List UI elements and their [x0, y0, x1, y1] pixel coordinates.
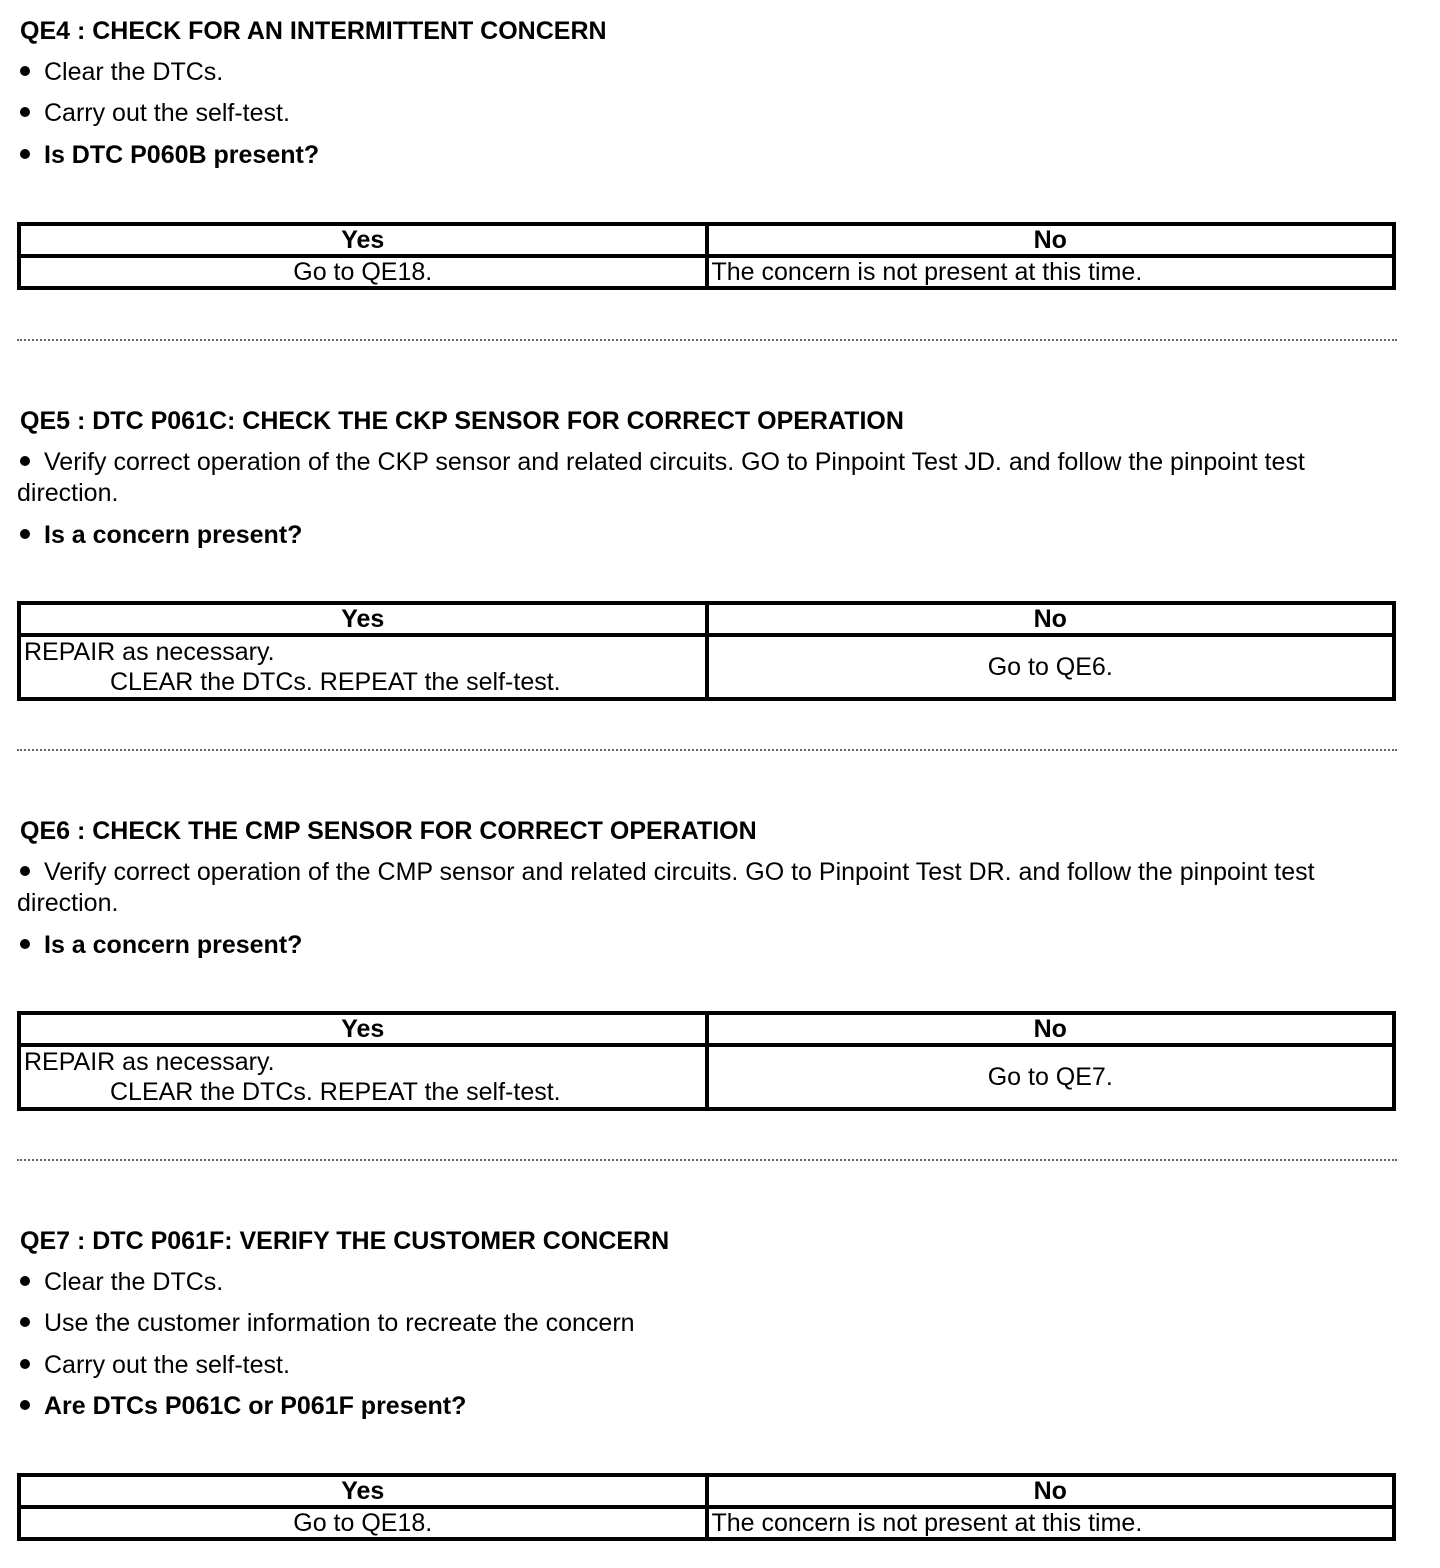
- bullet-icon: [20, 1400, 30, 1410]
- section-qe4: [17, 0, 1397, 300]
- section-qe7: [17, 1210, 1397, 1565]
- bullet-item: Carry out the self-test.: [17, 1350, 1317, 1381]
- yes-cell: [19, 635, 707, 699]
- bullet-icon: [20, 939, 30, 949]
- section-divider: [17, 339, 1397, 341]
- bullet-icon: [20, 529, 30, 539]
- bullet-item: Verify correct operation of the CMP sensor and related circuits. GO to Pinpoint Test DR. and follow the pinpoint test direction.: [17, 858, 1315, 917]
- no-header: No: [707, 224, 1395, 256]
- section-qe5: [17, 390, 1397, 710]
- bullet-icon: [20, 1317, 30, 1327]
- yes-header: Yes: [19, 224, 707, 256]
- bullet-item: Use the customer information to recreate the concern: [17, 1308, 1317, 1339]
- yes-cell: [19, 1045, 707, 1109]
- yes-cell-line: REPAIR as necessary.: [24, 638, 275, 666]
- yes-cell: Go to QE18.: [19, 256, 707, 288]
- section-qe6: [17, 800, 1397, 1120]
- no-cell: Go to QE7.: [707, 1045, 1395, 1109]
- yes-header: Yes: [19, 603, 707, 635]
- no-cell: Go to QE6.: [707, 635, 1395, 699]
- section-divider: [17, 749, 1397, 751]
- section-heading: QE7 : DTC P061F: VERIFY THE CUSTOMER CONCERN: [20, 1227, 670, 1255]
- yes-cell-line: CLEAR the DTCs. REPEAT the self-test.: [110, 668, 561, 696]
- section-heading: QE5 : DTC P061C: CHECK THE CKP SENSOR FOR CORRECT OPERATION: [20, 407, 904, 435]
- no-header: No: [707, 603, 1395, 635]
- question: Is a concern present?: [17, 520, 1317, 551]
- yes-header: Yes: [19, 1475, 707, 1507]
- no-header: No: [707, 1475, 1395, 1507]
- section-heading: QE4 : CHECK FOR AN INTERMITTENT CONCERN: [20, 17, 607, 45]
- bullet-item: Clear the DTCs.: [17, 1267, 1317, 1298]
- bullet-item: Verify correct operation of the CKP sensor and related circuits. GO to Pinpoint Test JD. and follow the pinpoint test direction.: [17, 448, 1305, 507]
- no-cell: The concern is not present at this time.: [707, 256, 1395, 288]
- yes-no-table: [17, 1473, 1396, 1541]
- bullet-icon: [20, 866, 30, 876]
- section-divider: [17, 1159, 1397, 1161]
- bullet-icon: [20, 1276, 30, 1286]
- section-heading: QE6 : CHECK THE CMP SENSOR FOR CORRECT OPERATION: [20, 817, 757, 845]
- yes-cell-line: REPAIR as necessary.: [24, 1048, 275, 1076]
- bullet-icon: [20, 66, 30, 76]
- question: Are DTCs P061C or P061F present?: [17, 1391, 1317, 1422]
- bullet-icon: [20, 1359, 30, 1369]
- no-header: No: [707, 1013, 1395, 1045]
- bullet-icon: [20, 107, 30, 117]
- yes-header: Yes: [19, 1013, 707, 1045]
- bullet-icon: [20, 149, 30, 159]
- question: Is DTC P060B present?: [17, 140, 1317, 171]
- yes-no-table: [17, 601, 1396, 701]
- bullet-icon: [20, 456, 30, 466]
- yes-cell-line: CLEAR the DTCs. REPEAT the self-test.: [110, 1078, 561, 1106]
- yes-cell: Go to QE18.: [19, 1507, 707, 1539]
- bullet-item: Clear the DTCs.: [17, 57, 1317, 88]
- question: Is a concern present?: [17, 930, 1317, 961]
- yes-no-table: [17, 1011, 1396, 1111]
- bullet-item: Carry out the self-test.: [17, 98, 1317, 129]
- yes-no-table: [17, 222, 1396, 290]
- no-cell: The concern is not present at this time.: [707, 1507, 1395, 1539]
